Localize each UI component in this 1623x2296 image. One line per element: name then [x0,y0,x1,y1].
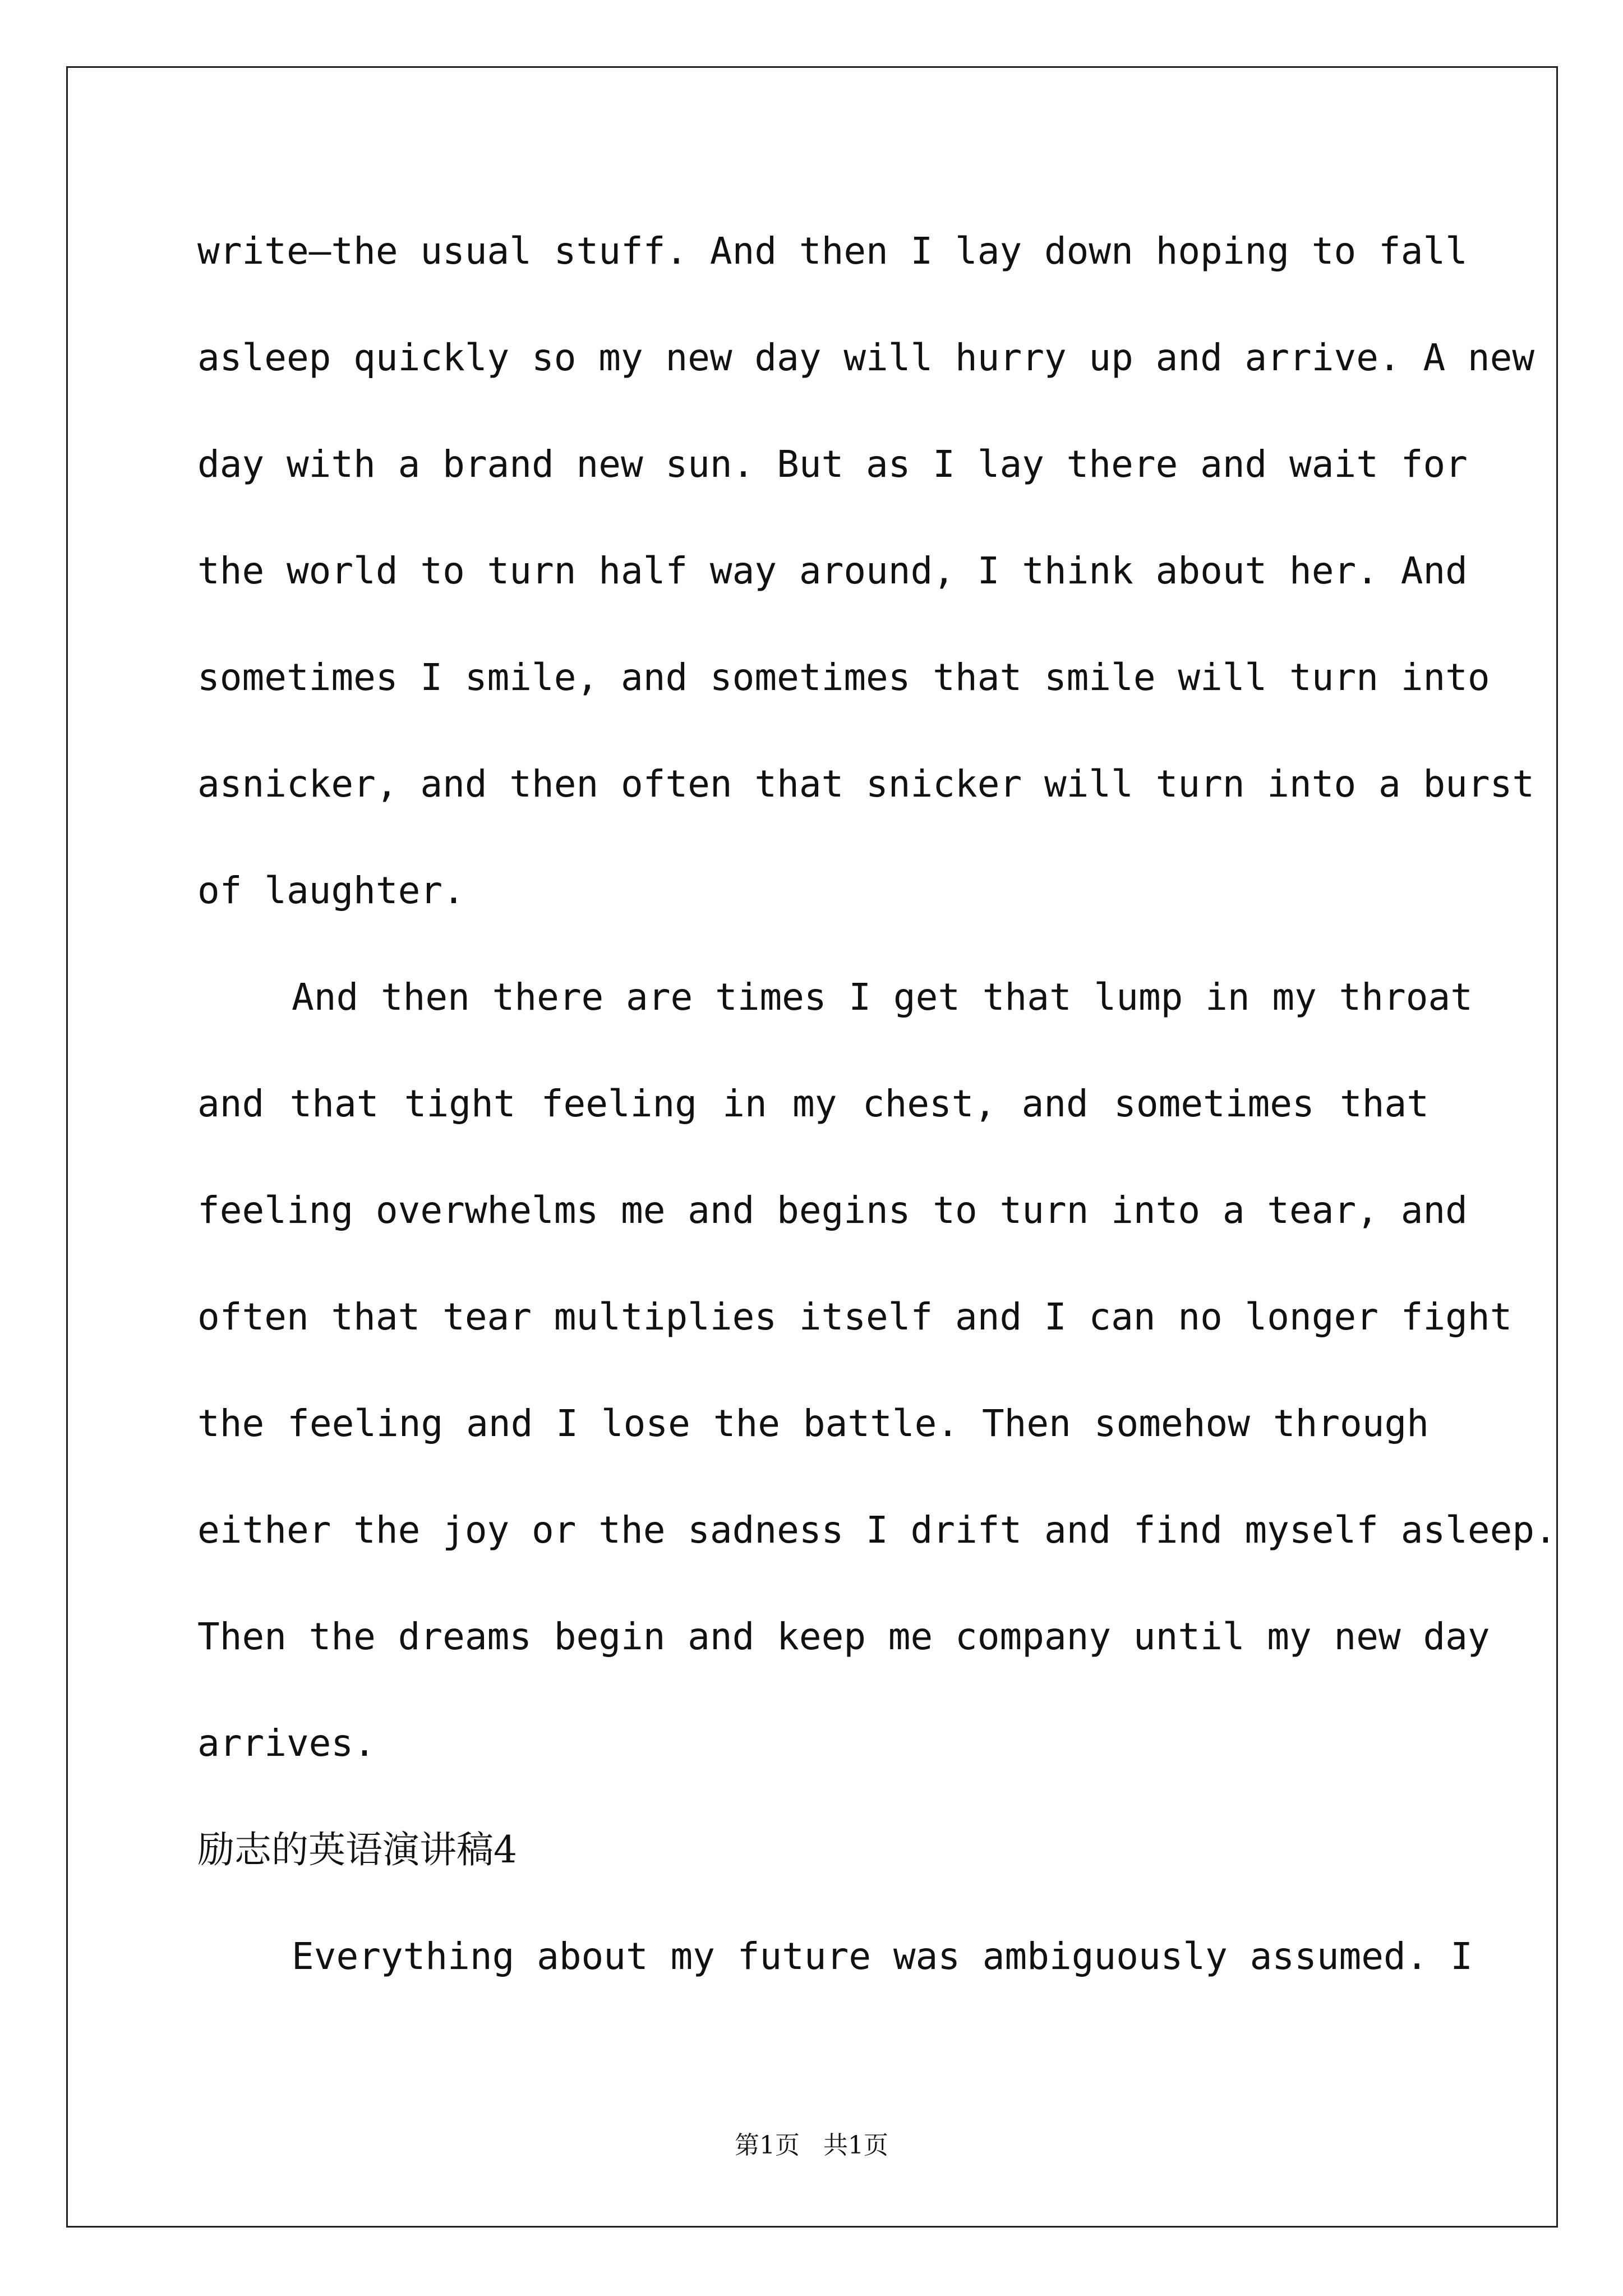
text-line: asleep quickly so my new day will hurry up and arrive. A new [197,336,1535,379]
text-line: write—the usual stuff. And then I lay down hoping to fall [197,229,1468,273]
text-line: arrives. [197,1722,376,1765]
text-line: Then the dreams begin and keep me company until my new day [197,1615,1490,1658]
text-line: Everything about my future was ambiguously assumed. I [292,1935,1473,1978]
text-line: feeling overwhelms me and begins to turn into a tear, and [197,1189,1468,1232]
section-heading: 励志的英语演讲稿4 [197,1828,517,1871]
text-line: And then there are times I get that lump in my throat [292,976,1473,1019]
text-line: either the joy or the sadness I drift and find myself asleep. [197,1508,1557,1552]
text-line: asnicker, and then often that snicker will turn into a burst [197,762,1535,806]
text-line: the world to turn half way around, I think about her. And [197,549,1468,592]
text-line: day with a brand new sun. But as I lay there and wait for [197,443,1468,486]
text-line: of laughter. [197,869,465,912]
text-line: often that tear multiplies itself and I can no longer fight [197,1295,1513,1338]
text-line: the feeling and I lose the battle. Then somehow through [197,1402,1429,1445]
page-number-total: 共1页 [823,2131,888,2160]
page-number-current: 第1页 [735,2131,800,2160]
text-line: sometimes I smile, and sometimes that smile will turn into [197,656,1490,699]
page-footer [0,2129,1623,2162]
footer-spacer [800,2131,823,2160]
text-line: and that tight feeling in my chest, and sometimes that [197,1082,1429,1125]
